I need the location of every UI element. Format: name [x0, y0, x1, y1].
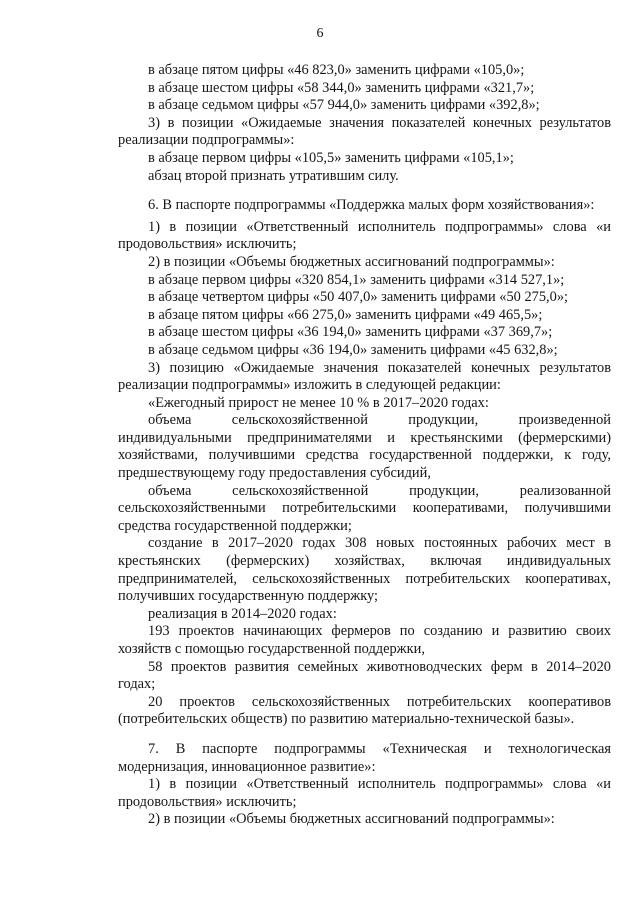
- paragraph: в абзаце седьмом цифры «36 194,0» заменить цифрами «45 632,8»;: [148, 341, 558, 358]
- paragraph: 1) в позиции «Ответственный исполнитель подпрограммы» слова «и продовольствия» исключить;: [118, 218, 611, 253]
- paragraph: 58 проектов развития семейных животноводческих ферм в 2014–2020 годах;: [118, 658, 611, 693]
- paragraph: 3) позицию «Ожидаемые значения показателей конечных результатов реализации подпрограммы» изложить в следующей редакции:: [118, 359, 611, 394]
- paragraph: 3) в позиции «Ожидаемые значения показателей конечных результатов реализации подпрограммы»:: [118, 114, 611, 149]
- paragraph: в абзаце пятом цифры «46 823,0» заменить цифрами «105,0»;: [148, 62, 525, 78]
- paragraph: 193 проектов начинающих фермеров по созданию и развитию своих хозяйств с помощью государственной поддержки,: [118, 623, 611, 657]
- paragraph: в абзаце шестом цифры «58 344,0» заменить цифрами «321,7»;: [148, 79, 535, 96]
- paragraph: в абзаце пятом цифры «66 275,0» заменить цифрами «49 465,5»;: [148, 306, 543, 323]
- page-number: 6: [316, 26, 324, 41]
- paragraph: 1) в позиции «Ответственный исполнитель подпрограммы» слова «и продовольствия» исключить;: [118, 776, 611, 810]
- paragraph: создание в 2017–2020 годах 308 новых постоянных рабочих мест в крестьянских (фермерских) хозяйствах, включая индивидуальных предпринимателей, сельскохозяйственных потребительских кооперативах, получивших государственную поддержку;: [118, 535, 611, 605]
- paragraph: в абзаце седьмом цифры «57 944,0» заменить цифрами «392,8»;: [148, 97, 540, 114]
- paragraph: в абзаце первом цифры «105,5» заменить цифрами «105,1»;: [148, 149, 514, 166]
- paragraph: объема сельскохозяйственной продукции, произведенной индивидуальными предпринимателями и крестьянскими (фермерскими) хозяйствами, получившими средства государственной поддержки, к году, предшествующему году предоставления субсидий,: [118, 412, 611, 482]
- paragraph: «Ежегодный прирост не менее 10 % в 2017–2020 годах:: [148, 394, 489, 411]
- paragraph: 20 проектов сельскохозяйственных потребительских кооперативов (потребительских обществ) по развитию материально-технической базы».: [118, 693, 611, 728]
- paragraph: 2) в позиции «Объемы бюджетных ассигнований подпрограммы»:: [148, 811, 555, 828]
- section-heading-6: 6. В паспорте подпрограммы «Поддержка малых форм хозяйствования»:: [148, 197, 595, 214]
- paragraph: 2) в позиции «Объемы бюджетных ассигнований подпрограммы»:: [148, 253, 555, 270]
- paragraph: в абзаце четвертом цифры «50 407,0» заменить цифрами «50 275,0»;: [148, 289, 569, 306]
- paragraph: в абзаце первом цифры «320 854,1» заменить цифрами «314 527,1»;: [148, 271, 565, 288]
- paragraph: абзац второй признать утратившим силу.: [148, 167, 399, 184]
- paragraph: реализация в 2014–2020 годах:: [148, 605, 337, 622]
- paragraph: объема сельскохозяйственной продукции, реализованной сельскохозяйственными потребительскими кооперативами, получившими средства государственной поддержки;: [118, 482, 611, 534]
- section-heading-7: 7. В паспорте подпрограммы «Техническая и технологическая модернизация, инновационное развитие»:: [118, 740, 611, 775]
- paragraph: в абзаце шестом цифры «36 194,0» заменить цифрами «37 369,7»;: [148, 324, 553, 341]
- document-body: [118, 62, 611, 829]
